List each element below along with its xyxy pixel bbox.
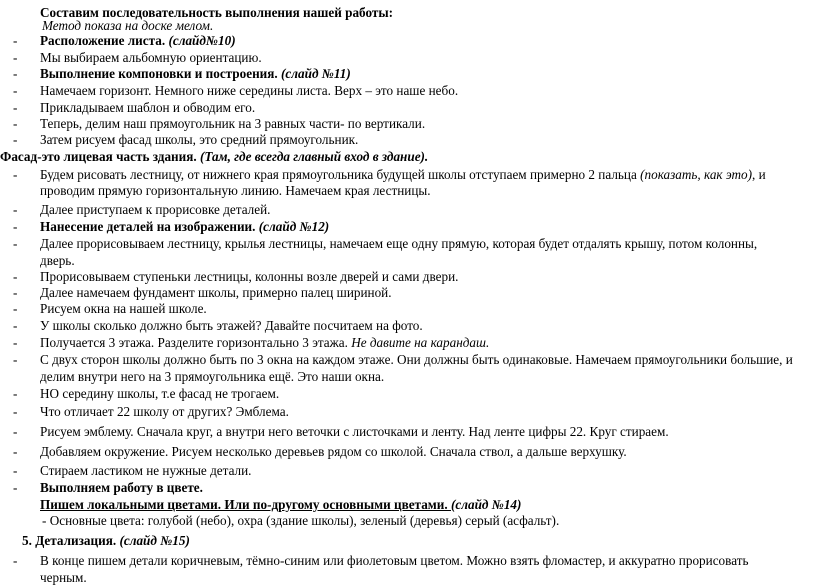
line-text (40, 335, 489, 350)
line-text (40, 219, 329, 234)
text-run: В конце пишем детали коричневым, тёмно-синим или фиолетовым цветом. Можно взять фломастер, и аккуратно прорисовать (40, 553, 749, 568)
line-text (40, 463, 251, 478)
list-dash: - (13, 301, 18, 316)
line-text (40, 167, 766, 182)
text-run: Рисуем окна на нашей школе. (40, 301, 207, 316)
list-dash: - (13, 269, 18, 284)
list-dash: - (13, 404, 18, 419)
line-text (40, 318, 423, 333)
text-run: дверь. (40, 253, 75, 268)
text-run: НО середину школы, т.е фасад не трогаем. (40, 386, 280, 401)
list-dash: - (13, 352, 18, 367)
text-run: Затем рисуем фасад школы, это средний прямоугольник. (40, 132, 359, 147)
list-dash: - (13, 116, 18, 131)
text-run: Далее приступаем к прорисовке деталей. (40, 202, 271, 217)
line-text (40, 33, 236, 48)
line-text (40, 285, 392, 300)
line-text (40, 116, 425, 131)
list-dash: - (13, 100, 18, 115)
list-dash: - (13, 50, 18, 65)
list-dash: - (13, 424, 18, 439)
list-dash: - (13, 285, 18, 300)
list-dash: - (13, 83, 18, 98)
text-run: Намечаем горизонт. Немного ниже середины листа. Верх – это наше небо. (40, 83, 459, 98)
list-dash: - (13, 444, 18, 459)
line-text (40, 183, 431, 198)
line-text (40, 424, 669, 439)
text-run: 5. Детализация. (22, 533, 120, 548)
text-run: Прикладываем шаблон и обводим его. (40, 100, 256, 115)
text-run: Далее намечаем фундамент школы, примерно палец шириной. (40, 285, 392, 300)
text-run: Стираем ластиком не нужные детали. (40, 463, 252, 478)
line-text (40, 83, 458, 98)
text-run: (слайд №14) (450, 497, 522, 512)
text-run: Составим последовательность выполнения нашей работы: (40, 5, 394, 20)
text-run: Далее прорисовываем лестницу, крылья лестницы, намечаем еще одну прямую, которая будет отдалять крышу, потом колонны, (40, 236, 758, 251)
line-text (40, 66, 351, 81)
line-text (40, 497, 521, 512)
line-text (42, 18, 213, 33)
text-run: Выполняем работу в цвете. (40, 480, 203, 495)
line-text (40, 553, 749, 568)
text-run: Метод показа на доске мелом. (42, 18, 214, 33)
line-text (40, 369, 384, 384)
list-dash: - (13, 463, 18, 478)
line-text (40, 269, 458, 284)
text-run: Будем рисовать лестницу, от нижнего края прямоугольника будущей школы отступаем примерно 2 пальца (40, 167, 641, 182)
list-dash: - (13, 219, 18, 234)
text-run: Рисуем эмблему. Сначала круг, а внутри него веточки с листочками и ленту. Над ленте цифры 22. Круг стираем. (40, 424, 669, 439)
list-dash: - (13, 33, 18, 48)
text-run: Добавляем окружение. Рисуем несколько деревьев рядом со школой. Сначала ствол, а дальше верхушку. (40, 444, 627, 459)
text-run: У школы сколько должно быть этажей? Давайте посчитаем на фото. (40, 318, 423, 333)
line-text (40, 444, 627, 459)
line-text (40, 236, 757, 251)
text-run: (Там, где всегда главный вход в здание). (199, 149, 429, 164)
text-run: Нанесение деталей на изображении. (40, 219, 259, 234)
list-dash: - (13, 335, 18, 350)
line-text (0, 149, 428, 164)
text-run: Выполнение компоновки и построения. (40, 66, 282, 81)
text-run: Прорисовываем ступеньки лестницы, колонны возле дверей и сами двери. (40, 269, 459, 284)
text-run: Мы выбираем альбомную ориентацию. (40, 50, 262, 65)
text-run: (слайд №15) (119, 533, 190, 548)
text-run: (слайд№10) (168, 33, 236, 48)
list-dash: - (13, 318, 18, 333)
text-run: черным. (40, 570, 87, 585)
list-dash: - (13, 167, 18, 182)
text-run: (слайд №12) (258, 219, 330, 234)
line-text (40, 386, 279, 401)
text-run: Пишем локальными цветами. Или по-другому основными цветами. (40, 497, 451, 512)
list-dash: - (13, 236, 18, 251)
list-dash: - (13, 66, 18, 81)
text-run: С двух сторон школы должно быть по 3 окна на каждом этаже. Они должны быть одинаковые. Намечаем прямоугольники большие, и (40, 352, 793, 367)
text-run: Получается 3 этажа. Разделите горизонтально 3 этажа. (40, 335, 352, 350)
text-run: Теперь, делим наш прямоугольник на 3 равных части- по вертикали. (40, 116, 426, 131)
text-run: проводим прямую горизонтальную линию. Намечаем края лестницы. (40, 183, 431, 198)
line-text (40, 100, 255, 115)
line-text (40, 570, 87, 585)
list-dash: - (13, 386, 18, 401)
text-run: , и (752, 167, 766, 182)
line-text (22, 533, 190, 548)
line-text (40, 301, 207, 316)
text-run: - Основные цвета: голубой (небо), охра (здание школы), зеленый (деревья) серый (асфальт). (42, 513, 560, 528)
text-run: Фасад-это лицевая часть здания. (0, 149, 200, 164)
text-run: (слайд №11) (281, 66, 351, 81)
text-run: Расположение листа. (40, 33, 169, 48)
line-text (40, 253, 75, 268)
text-run: Что отличает 22 школу от других? Эмблема. (40, 404, 289, 419)
line-text (42, 513, 559, 528)
line-text (40, 404, 289, 419)
text-run: делим внутри него на 3 прямоугольника ещё. Это наши окна. (40, 369, 385, 384)
line-text (40, 352, 793, 367)
line-text (40, 480, 203, 495)
text-run: (показать, как это) (640, 167, 753, 182)
list-dash: - (13, 553, 18, 568)
line-text (40, 132, 358, 147)
list-dash: - (13, 480, 18, 495)
list-dash: - (13, 132, 18, 147)
line-text (40, 50, 262, 65)
list-dash: - (13, 202, 18, 217)
text-run: Не давите на карандаш. (351, 335, 490, 350)
line-text (40, 202, 270, 217)
